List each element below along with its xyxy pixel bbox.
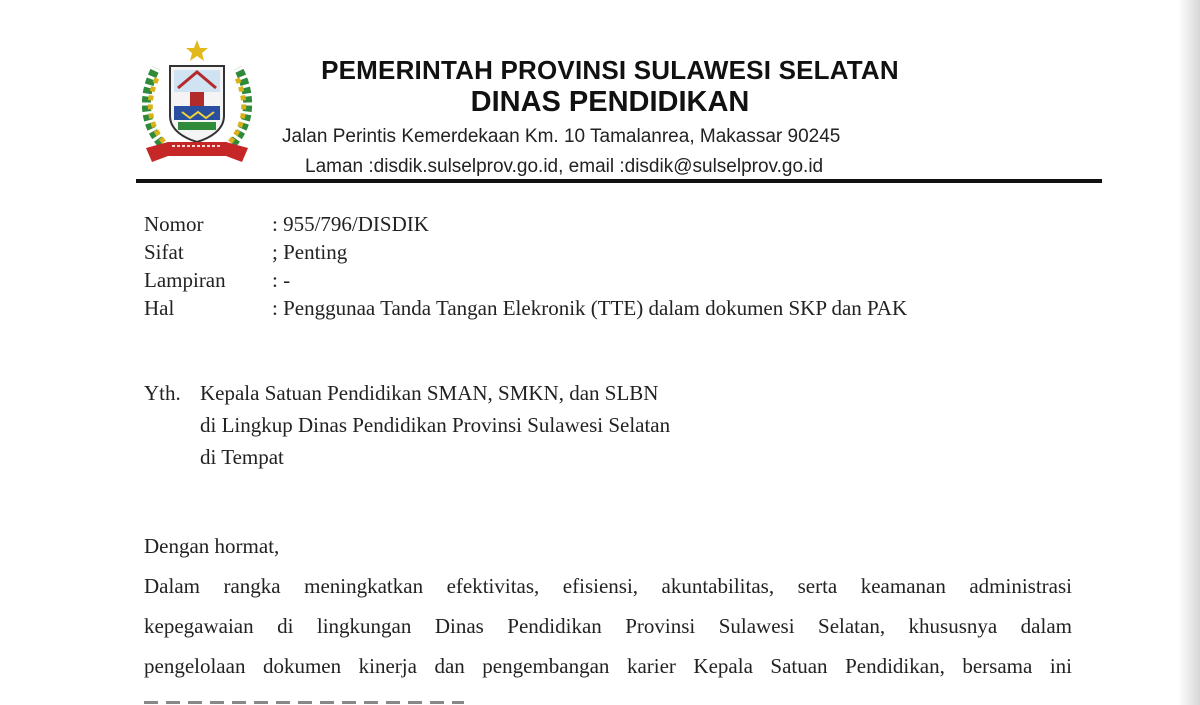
- provincial-emblem-icon: [138, 38, 256, 170]
- letterhead-divider: [136, 179, 1102, 183]
- meta-value: : Penggunaa Tanda Tangan Elekronik (TTE) dalam dokumen SKP dan PAK: [272, 296, 908, 320]
- body-line: kepegawaian di lingkungan Dinas Pendidikan Provinsi Sulawesi Selatan, khususnya dalam: [144, 614, 1072, 638]
- meta-label: Nomor: [144, 212, 204, 236]
- addressee-label: Yth.: [144, 381, 181, 405]
- body-line: Dalam rangka meningkatkan efektivitas, efisiensi, akuntabilitas, serta keamanan administrasi: [144, 574, 1072, 598]
- addressee-line: di Lingkup Dinas Pendidikan Provinsi Sulawesi Selatan: [200, 413, 671, 437]
- meta-label: Hal: [144, 296, 175, 320]
- header-contact: Laman :disdik.sulselprov.go.id, email :disdik@sulselprov.go.id: [305, 156, 824, 177]
- page-edge-shadow: [1178, 0, 1200, 705]
- addressee-lines: [200, 381, 670, 477]
- greeting: Dengan hormat,: [144, 534, 280, 558]
- addressee-line: di Tempat: [200, 445, 284, 469]
- meta-label: Sifat: [144, 240, 184, 264]
- letter-body: [144, 574, 1072, 694]
- header-government-title: PEMERINTAH PROVINSI SULAWESI SELATAN: [321, 55, 899, 85]
- meta-label: Lampiran: [144, 268, 226, 292]
- meta-value: : -: [272, 268, 291, 292]
- header-address: Jalan Perintis Kemerdekaan Km. 10 Tamalanrea, Makassar 90245: [282, 126, 841, 147]
- header-office-title: DINAS PENDIDIKAN: [470, 86, 750, 118]
- body-line: pengelolaan dokumen kinerja dan pengembangan karier Kepala Satuan Pendidikan, bersama ini: [144, 654, 1072, 678]
- addressee-line: Kepala Satuan Pendidikan SMAN, SMKN, dan SLBN: [200, 381, 659, 405]
- meta-value: : 955/796/DISDIK: [272, 212, 429, 236]
- cropped-text-line: [144, 695, 464, 705]
- meta-value: ; Penting: [272, 240, 348, 264]
